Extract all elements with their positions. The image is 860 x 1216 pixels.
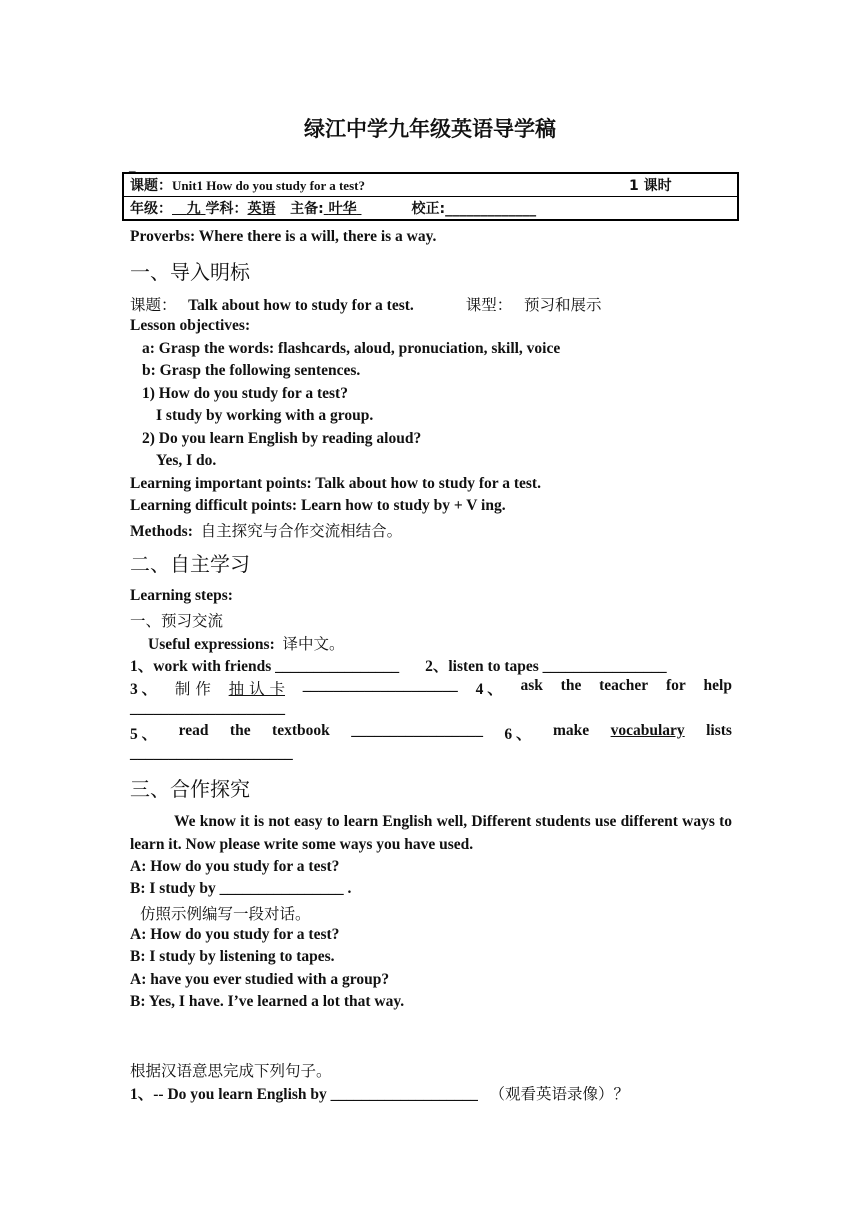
section3-intro: We know it is not easy to learn English well, Different students use different ways to learn it. Now please write some ways you have used. [130,813,732,853]
proof-label: 校正: [411,201,446,217]
topic-label: 课题： [130,178,172,194]
expression-3-num: 3 、 [130,681,158,698]
methods-line [130,519,402,541]
expression-5-word: the [229,722,251,739]
subject-label: 学科： [205,201,248,217]
preview-subheading: 一、预习交流 [130,612,224,630]
expression-5-num: 5 、 [130,726,158,743]
example-answer: B: I study by ________________ . [130,880,352,897]
expression-3-cn-underlined: 抽 认 卡 [228,680,285,698]
topic-value: Unit1 How do you study for a test? [172,178,365,193]
expression-4-word: teacher [599,677,649,694]
header-row-topic [123,173,738,197]
expression-line-5 [130,722,732,744]
learning-steps-label: Learning steps: [130,587,233,604]
objective-b: b: Grasp the following sentences. [142,362,361,379]
proof-value: _____________ [445,201,537,217]
section3-heading: 三、合作探究 [130,777,250,801]
completion-question-1-text: 1、-- Do you learn English by ___________________ [130,1086,478,1103]
methods-value: 自主探究与合作交流相结合。 [200,522,403,540]
topic-cell [123,173,738,197]
proverb: Proverbs: Where there is a will, there is a way. [130,228,437,245]
expression-5-word: textbook [272,722,330,739]
expression-4-word: for [665,677,686,694]
expression-line-1 [130,654,667,676]
expression-4-word: help [703,677,732,694]
page-title: 绿江中学九年级英语导学稿 [304,117,556,141]
expression-4-blank: ____________________ [130,700,285,717]
objective-a: a: Grasp the words: flashcards, aloud, pronuciation, skill, voice [142,340,561,357]
lesson-type-value: 预习和展示 [523,296,602,314]
expression-1: 1、work with friends ________________ [130,658,400,675]
info-cell [123,197,738,221]
expression-2: 2、listen to tapes ________________ [425,658,667,675]
dialogue-line-2: B: I study by listening to tapes. [130,948,335,965]
sentence-1-question: 1) How do you study for a test? [142,385,348,402]
expression-6-blank: _____________________ [130,745,293,762]
lesson-topic-label: 课题： [130,296,177,314]
expression-6-lists: lists [706,722,732,739]
expression-6-vocabulary: vocabulary [610,722,685,739]
expression-4-num: 4 、 [475,681,503,698]
lesson-topic-value: Talk about how to study for a test. [188,297,414,314]
expression-4-word: the [560,677,582,694]
example-question: A: How do you study for a test? [130,858,340,875]
expression-5-blank: _________________ [351,722,483,739]
grade-value: 九 [186,201,201,217]
header-table [122,172,739,221]
lesson-type-label: 课型： [465,296,513,314]
grade-label: 年级： [130,201,172,217]
sentence-2-answer: Yes, I do. [156,452,217,469]
editor-value: 叶华 [328,201,357,217]
header-row-info [123,197,738,221]
useful-expressions [148,632,345,654]
expression-3-cn: 制 作 [174,680,211,698]
difficult-points: Learning difficult points: Learn how to study by + V ing. [130,497,506,514]
expression-4-word: ask [520,677,543,694]
periods: 1 课时 [629,178,672,194]
sentence-1-answer: I study by working with a group. [156,407,374,424]
methods-label: Methods: [130,523,193,540]
important-points: Learning important points: Talk about how to study for a test. [130,475,541,492]
completion-question-1 [130,1082,629,1104]
dialogue-line-1: A: How do you study for a test? [130,926,340,943]
expression-5-word: read [178,722,209,739]
expression-6-num: 6 、 [504,726,532,743]
top-mark: _ [129,158,136,173]
section1-heading: 一、导入明标 [130,260,250,284]
expression-6-make: make [552,722,590,739]
dialogue-instruction: 仿照示例编写一段对话。 [140,905,311,923]
completion-question-1-hint: （观看英语录像）？ [489,1085,630,1103]
sentence-2-question: 2) Do you learn English by reading aloud? [142,430,422,447]
section2-heading: 二、自主学习 [130,552,250,576]
expression-3-blank: ____________________ [302,677,458,694]
editor-label: 主备: [290,201,324,217]
useful-label: Useful expressions: [148,636,275,653]
completion-instruction: 根据汉语意思完成下列句子。 [130,1062,332,1080]
subject-value: 英语 [247,201,276,217]
dialogue-line-4: B: Yes, I have. I’ve learned a lot that way. [130,993,405,1010]
dialogue-line-3: A: have you ever studied with a group? [130,971,390,988]
objectives-label: Lesson objectives: [130,317,251,334]
useful-value: 译中文。 [282,635,345,653]
expression-line-3 [130,677,732,699]
lesson-topic-line [130,293,601,315]
